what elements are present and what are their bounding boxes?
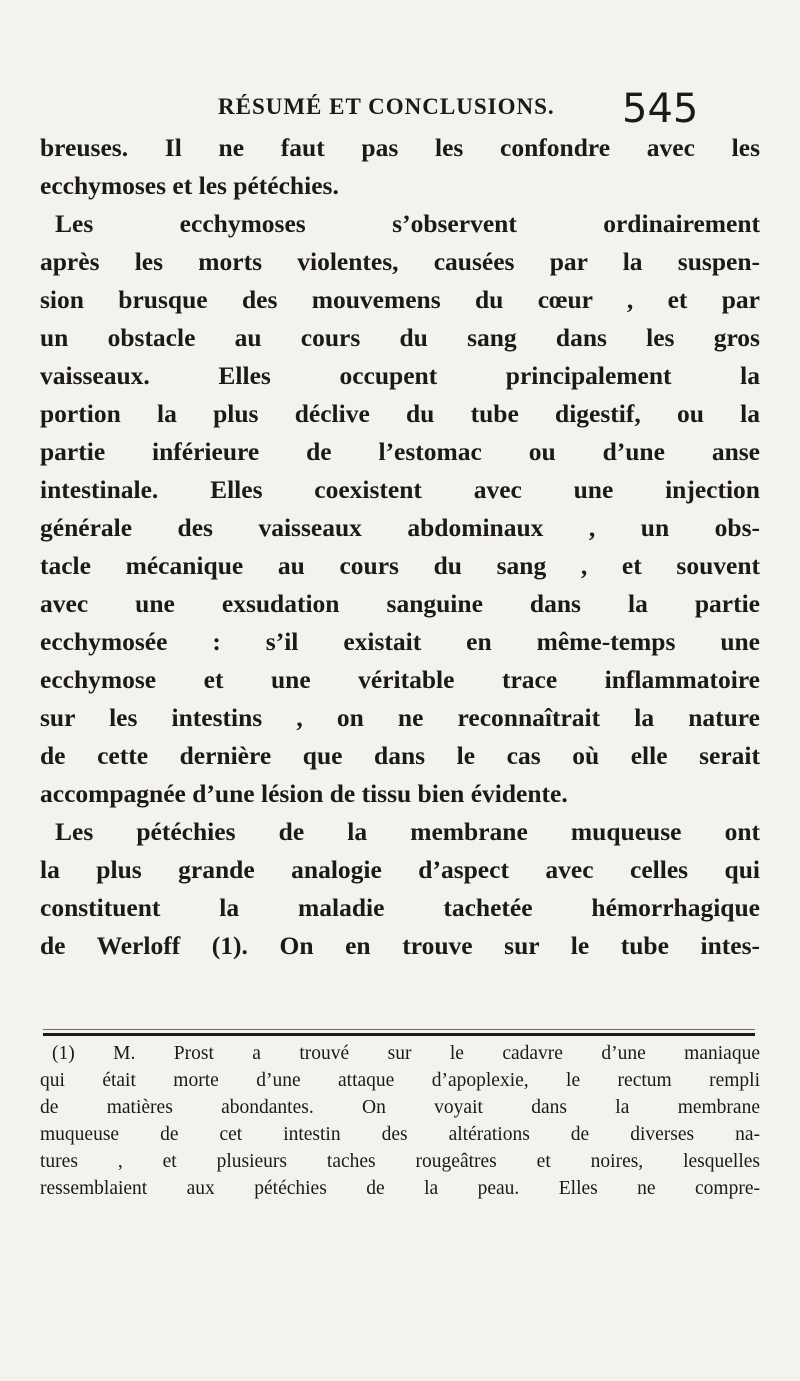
footnote	[40, 1040, 760, 1202]
footnote-line: de matières abondantes. On voyait dans la membrane	[40, 1097, 760, 1118]
text-line: générale des vaisseaux abdominaux , un obs-	[40, 513, 760, 542]
text-line: après les morts violentes, causées par la suspen-	[40, 247, 760, 276]
footnote-line: ressemblaient aux pétéchies de la peau. Elles ne compre-	[40, 1178, 760, 1199]
text-line: de Werloff (1). On en trouve sur le tube intes-	[40, 931, 760, 960]
text-line: tacle mécanique au cours du sang , et souvent	[40, 551, 760, 580]
footnote-line: muqueuse de cet intestin des altérations de diverses na-	[40, 1124, 760, 1145]
main-text	[40, 129, 760, 965]
running-title: RÉSUMÉ ET CONCLUSIONS.	[218, 94, 555, 119]
text-line: sion brusque des mouvemens du cœur , et par	[40, 285, 760, 314]
text-line: portion la plus déclive du tube digestif, ou la	[40, 399, 760, 428]
footnote-line: (1) M. Prost a trouvé sur le cadavre d’une maniaque	[52, 1043, 760, 1064]
text-line: breuses. Il ne faut pas les confondre avec les	[40, 133, 760, 162]
text-line: constituent la maladie tachetée hémorrhagique	[40, 893, 760, 922]
footnote-line: tures , et plusieurs taches rougeâtres et noires, lesquelles	[40, 1151, 760, 1172]
text-line: un obstacle au cours du sang dans les gros	[40, 323, 760, 352]
text-line: sur les intestins , on ne reconnaîtrait la nature	[40, 703, 760, 732]
text-line: ecchymosée : s’il existait en même-temps une	[40, 627, 760, 656]
text-line: partie inférieure de l’estomac ou d’une anse	[40, 437, 760, 466]
footnote-line: qui était morte d’une attaque d’apoplexie, le rectum rempli	[40, 1070, 760, 1091]
text-line: la plus grande analogie d’aspect avec celles qui	[40, 855, 760, 884]
text-line: accompagnée d’une lésion de tissu bien évidente.	[40, 779, 568, 808]
footnote-rule-thin	[43, 1029, 755, 1030]
text-line: de cette dernière que dans le cas où elle serait	[40, 741, 760, 770]
text-line: Les ecchymoses s’observent ordinairement	[55, 209, 760, 238]
text-line: ecchymoses et les pétéchies.	[40, 171, 339, 200]
text-line: intestinale. Elles coexistent avec une injection	[40, 475, 760, 504]
footnote-rule	[43, 1033, 755, 1036]
text-line: Les pétéchies de la membrane muqueuse ont	[55, 817, 760, 846]
text-line: avec une exsudation sanguine dans la partie	[40, 589, 760, 618]
text-line: ecchymose et une véritable trace inflammatoire	[40, 665, 760, 694]
page-number: 545	[622, 86, 699, 132]
text-line: vaisseaux. Elles occupent principalement la	[40, 361, 760, 390]
